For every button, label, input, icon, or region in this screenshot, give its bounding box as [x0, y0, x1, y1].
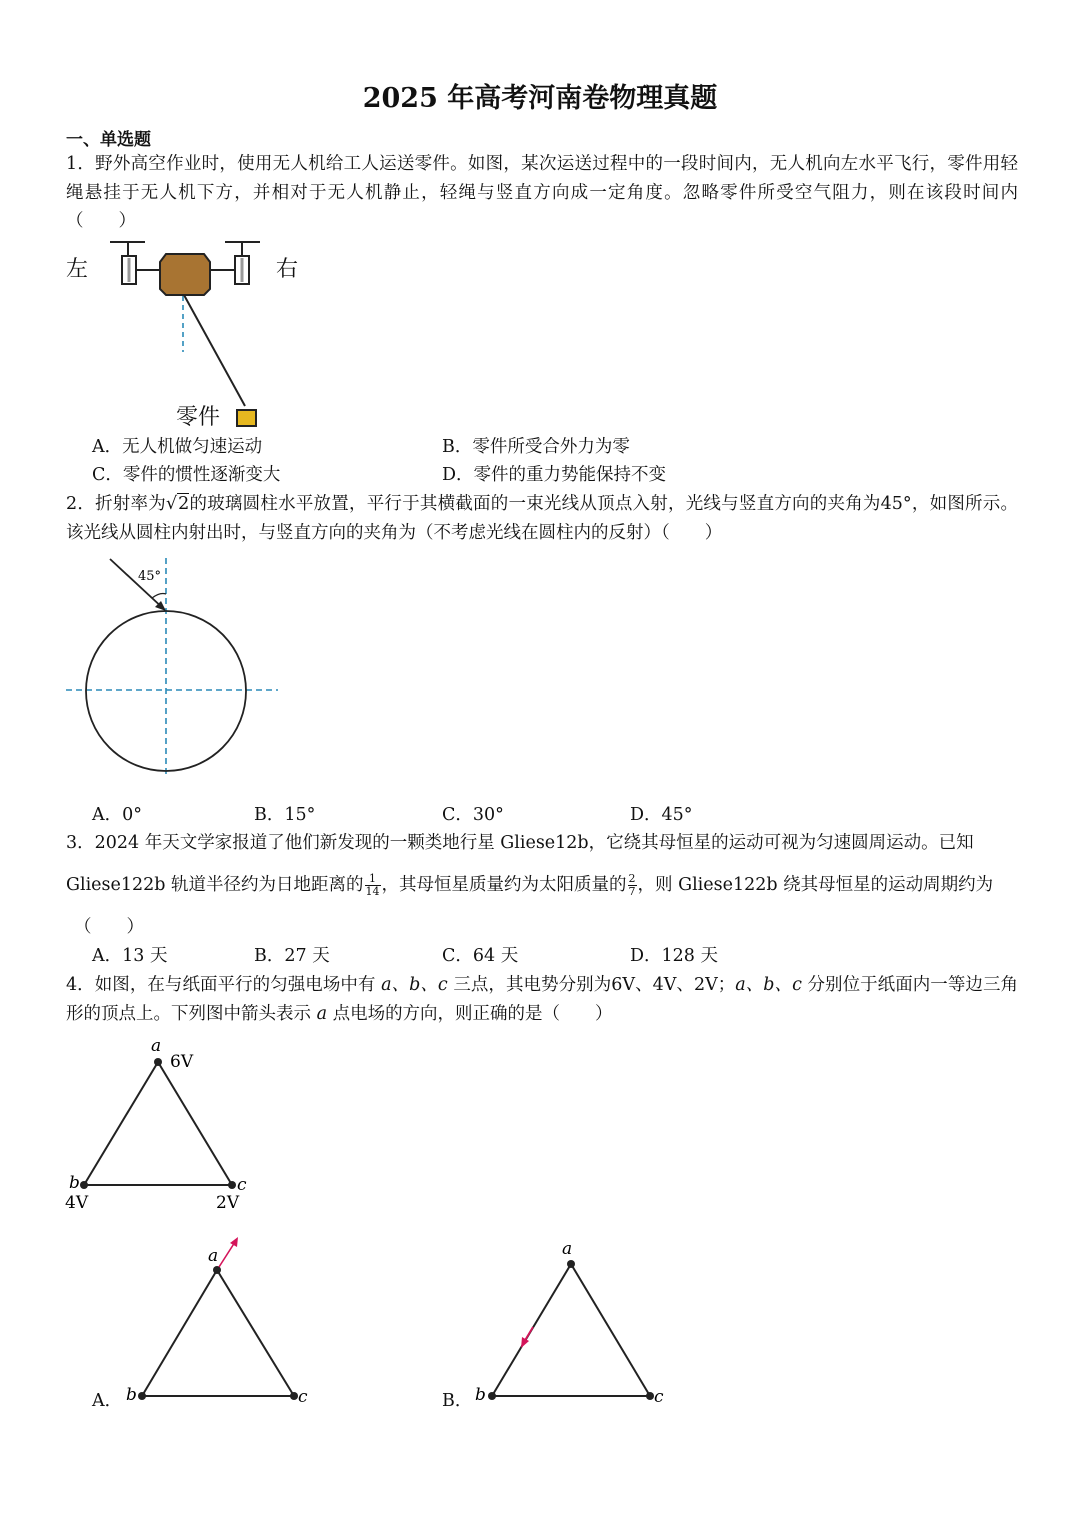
option-b-vertex-a: a — [562, 1239, 573, 1259]
question-3-line1: 3．2024 年天文学家报道了他们新发现的一颗类地行星 Gliese12b，它绕其母恒星的运动可视为匀速圆周运动。已知 — [66, 833, 974, 853]
label-left: 左 — [66, 257, 89, 282]
question-2-text: 2．折射率为√2的玻璃圆柱水平放置，平行于其横截面的一束光线从顶点入射，光线与竖直方向的夹角为45°，如图所示。该光线从圆柱内射出时，与竖直方向的夹角为（不考虑光线在圆柱内的反射）（ ） — [66, 494, 1018, 543]
option-a-vertex-b: b — [126, 1385, 137, 1405]
q1-option-b[interactable]: B．零件所受合外力为零 — [442, 437, 630, 457]
question-1-text: 1．野外高空作业时，使用无人机给工人运送零件。如图，某次运送过程中的一段时间内，无人机向左水平飞行，零件用轻绳悬挂于无人机下方，并相对于无人机静止，轻绳与竖直方向成一定角度。忽略零件所受空气阻力，则在该段时间内（ ） — [66, 154, 1018, 231]
q3-option-b[interactable]: B．27 天 — [254, 946, 330, 966]
q2-option-b[interactable]: B．15° — [254, 805, 316, 825]
q2-option-c[interactable]: C．30° — [442, 805, 504, 825]
q2-option-d[interactable]: D．45° — [630, 805, 693, 825]
q3-option-c[interactable]: C．64 天 — [442, 946, 519, 966]
option-b-vertex-c: c — [654, 1387, 664, 1407]
fraction-1-14: $\frac{1}{14}$ — [365, 872, 380, 898]
q4-option-b-label[interactable]: B． — [442, 1391, 473, 1411]
q2-option-a[interactable]: A．0° — [92, 805, 143, 825]
vertex-a: a — [151, 1036, 162, 1056]
question-4-text: 4．如图，在与纸面平行的匀强电场中有 a、b、c 三点，其电势分别为6V、4V、2V；a、b、c 分别位于纸面内一等边三角形的顶点上。下列图中箭头表示 a 点电场的方向，则正确的是（ ） — [66, 975, 1018, 1024]
potential-a: 6V — [170, 1052, 194, 1072]
q4-option-a-label[interactable]: A． — [92, 1391, 123, 1411]
q3-option-a[interactable]: A．13 天 — [92, 946, 168, 966]
q4-option-a-figure[interactable] — [120, 1230, 320, 1415]
vertex-c: c — [237, 1175, 247, 1195]
q4-option-b-figure[interactable] — [470, 1230, 670, 1415]
vertex-b: b — [69, 1173, 80, 1193]
q1-option-d[interactable]: D．零件的重力势能保持不变 — [442, 465, 667, 485]
option-a-vertex-a: a — [208, 1246, 219, 1266]
section-heading: 一、单选题 — [66, 130, 151, 150]
angle-label: 45° — [138, 569, 162, 584]
potential-b: 4V — [65, 1193, 89, 1213]
label-part: 零件 — [176, 405, 221, 430]
q1-option-c[interactable]: C．零件的惯性逐渐变大 — [92, 465, 281, 485]
q3-option-d[interactable]: D．128 天 — [630, 946, 718, 966]
fraction-2-7: $\frac{2}{7}$ — [628, 872, 636, 898]
option-b-vertex-b: b — [475, 1385, 486, 1405]
field-arrow-a — [219, 1242, 235, 1267]
question-3-line2: Gliese122b 轨道半径约为日地距离的 $\frac{1}{14}$ ，其母恒星质量约为太阳质量的 $\frac{2}{7}$ ，则 Gliese122b 绕其母恒星的运动周期约为 — [66, 872, 994, 898]
page-title: 2025 年高考河南卷物理真题 — [362, 83, 718, 114]
cylinder-figure — [60, 552, 290, 782]
q1-option-a[interactable]: A．无人机做匀速运动 — [92, 437, 263, 457]
potential-c: 2V — [216, 1193, 240, 1213]
sqrt-symbol: √ — [165, 494, 178, 514]
sqrt-value: 2 — [178, 494, 190, 514]
label-right: 右 — [276, 257, 299, 282]
option-a-vertex-c: c — [298, 1387, 308, 1407]
question-3-line3: （ ） — [74, 917, 144, 937]
triangle-figure — [60, 1035, 260, 1215]
